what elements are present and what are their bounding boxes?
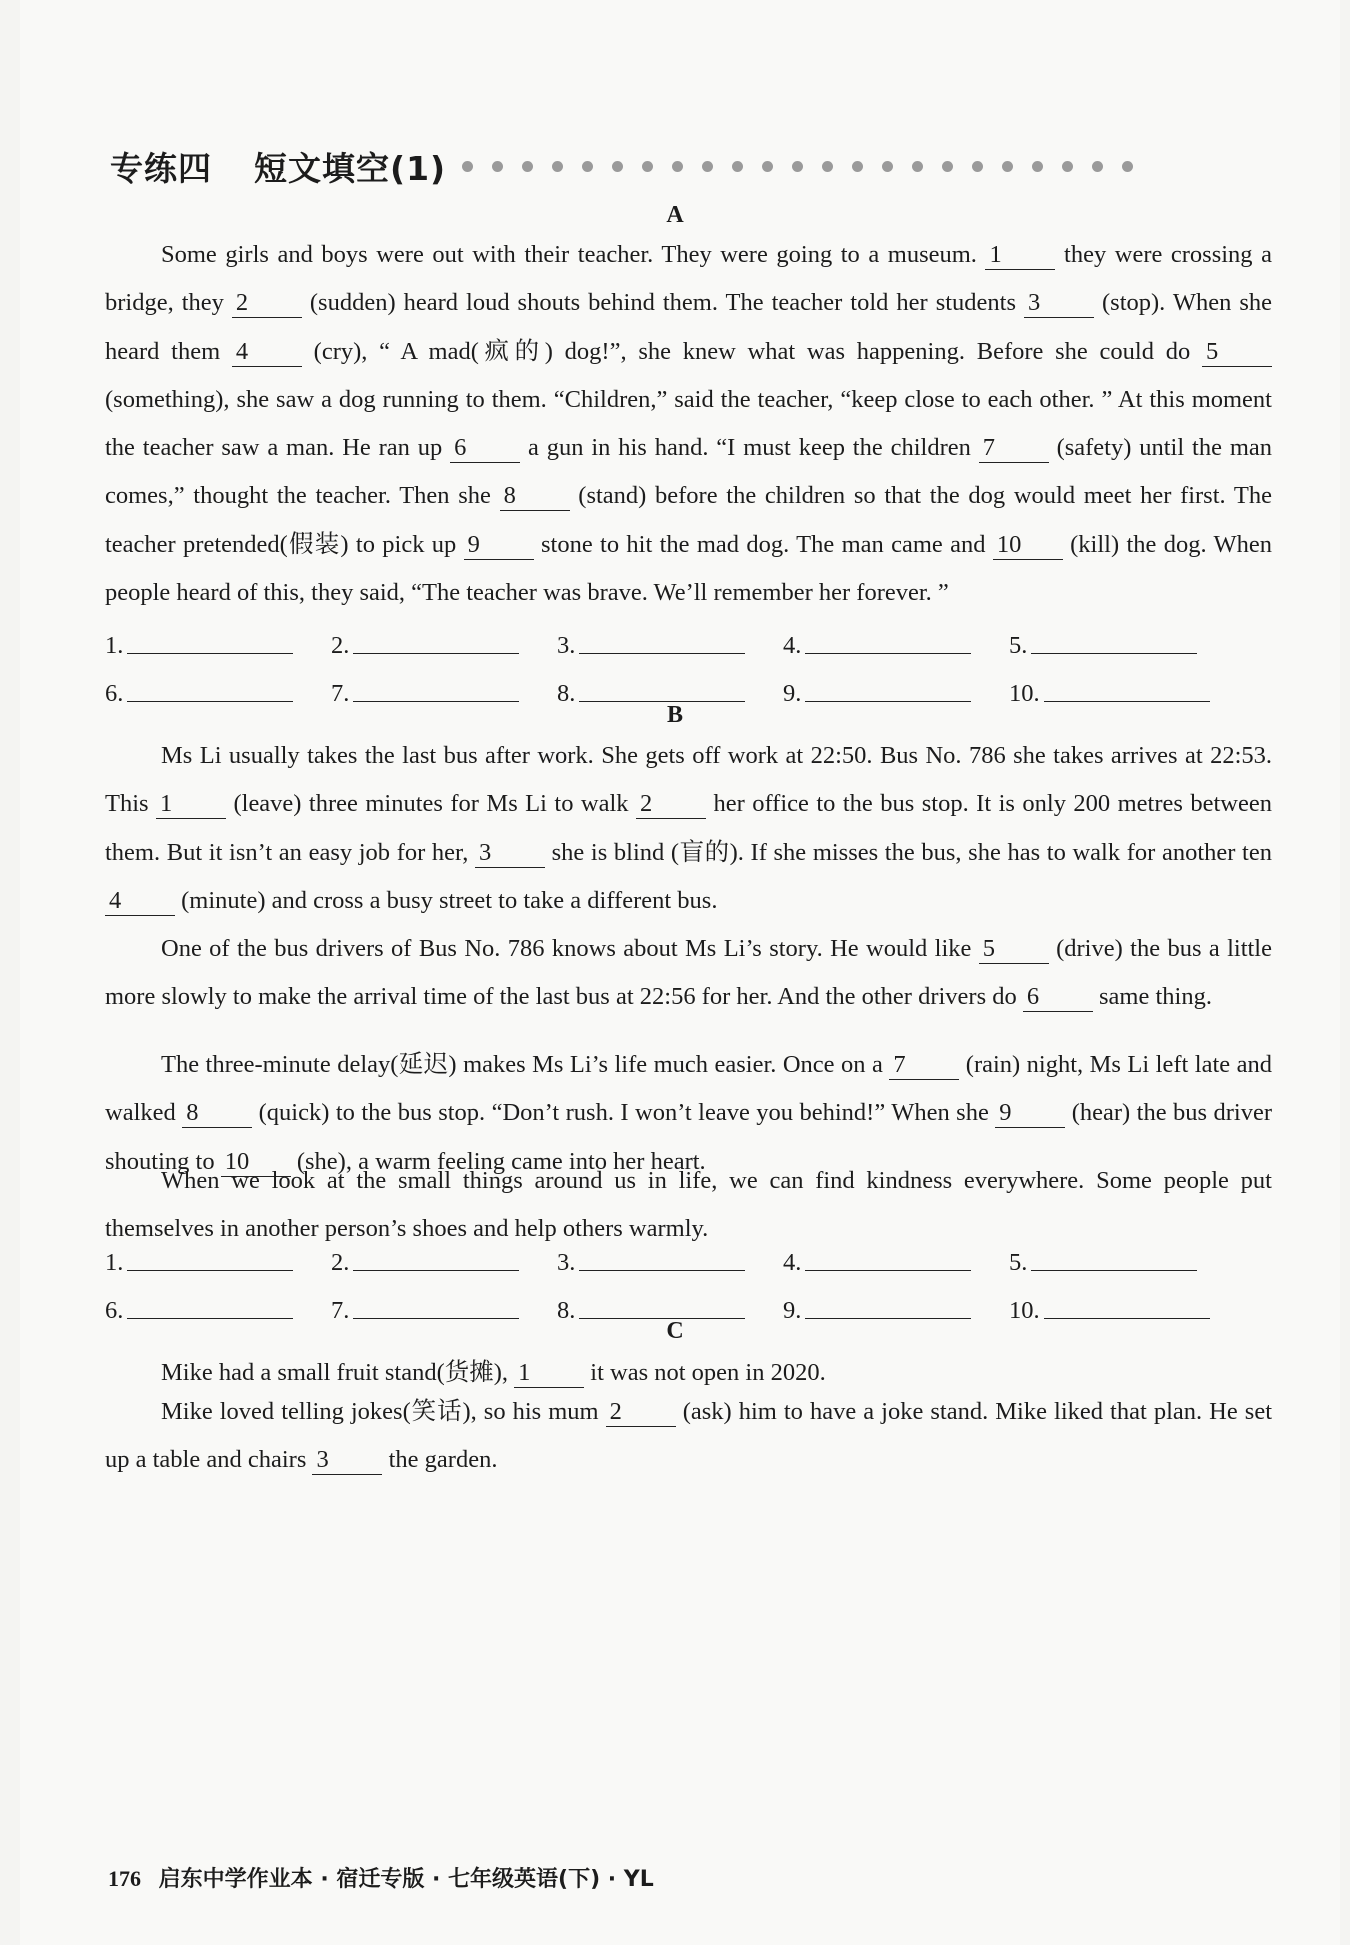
answer-underline[interactable] bbox=[127, 652, 293, 654]
answer-number: 8. bbox=[557, 680, 576, 707]
section-b-heading: B bbox=[666, 702, 683, 728]
section-b-passage-1: Ms Li usually takes the last bus after work. She gets off work at 22:50. Bus No. 786 she takes arrives at 22:53. This 1 (leave) three minutes for Ms Li to walk 2 her office to the bus stop. It is only 200 metres between them. But it isn’t an easy job for her, 3 she is blind (盲的). If she misses the bus, she has to walk for another ten 4 (minute) and cross a busy street to take a different bus. bbox=[105, 742, 1272, 914]
blank-3[interactable]: 3 bbox=[475, 839, 545, 868]
blank-4[interactable]: 4 bbox=[232, 338, 302, 367]
rule-dot bbox=[792, 161, 803, 172]
section-a-passage: Some girls and boys were out with their teacher. They were going to a museum. 1 they were crossing a bridge, they 2 (sudden) heard loud shouts behind them. The teacher told her students 3 (stop). When she heard them 4 (cry), “ A mad(疯的) dog!”, she knew what was happening. Before she could do 5 (something), she saw a dog running to them. “Children,” said the teacher, “keep close to each other. ” At this moment the teacher saw a man. He ran up 6 a gun in his hand. “I must keep the children 7 (safety) until the man comes,” thought the teacher. Then she 8 (stand) before the children so that the dog would meet her first. The teacher pretended(假装) to pick up 9 stone to hit the mad dog. The man came and 10 (kill) the dog. When people heard of this, they said, “The teacher was brave. We’ll remember her forever. ” bbox=[105, 241, 1272, 607]
blank-1[interactable]: 1 bbox=[514, 1359, 584, 1388]
answer-underline[interactable] bbox=[1031, 652, 1197, 654]
answer-number: 4. bbox=[783, 1249, 802, 1276]
blank-5[interactable]: 5 bbox=[979, 935, 1049, 964]
rule-dot bbox=[972, 161, 983, 172]
answer-field[interactable] bbox=[783, 632, 1009, 660]
answer-number: 10. bbox=[1009, 1297, 1040, 1324]
rule-dot bbox=[882, 161, 893, 172]
answer-underline[interactable] bbox=[579, 1269, 745, 1271]
answer-field[interactable] bbox=[783, 1249, 1009, 1277]
blank-8[interactable]: 8 bbox=[182, 1099, 252, 1128]
blank-6[interactable]: 6 bbox=[450, 434, 520, 463]
answer-number: 3. bbox=[557, 1249, 576, 1276]
rule-dot bbox=[912, 161, 923, 172]
answer-number: 10. bbox=[1009, 680, 1040, 707]
answer-number: 3. bbox=[557, 632, 576, 659]
blank-1[interactable]: 1 bbox=[985, 241, 1055, 270]
answer-number: 7. bbox=[331, 680, 350, 707]
section-a-answer-lines bbox=[105, 612, 1285, 708]
answer-underline[interactable] bbox=[127, 1269, 293, 1271]
answer-underline[interactable] bbox=[1031, 1269, 1197, 1271]
answer-underline[interactable] bbox=[579, 652, 745, 654]
answer-number: 1. bbox=[105, 632, 124, 659]
answer-number: 2. bbox=[331, 1249, 350, 1276]
answer-field[interactable] bbox=[105, 1249, 331, 1277]
answer-number: 7. bbox=[331, 1297, 350, 1324]
answer-field[interactable] bbox=[331, 632, 557, 660]
answer-number: 9. bbox=[783, 680, 802, 707]
section-b-passage-4: When we look at the small things around us in life, we can find kindness everywhere. Some people put themselves in another person’s shoes and help others warmly. bbox=[105, 1167, 1272, 1243]
rule-dot bbox=[612, 161, 623, 172]
answer-number: 6. bbox=[105, 680, 124, 707]
answer-field[interactable] bbox=[1009, 1249, 1235, 1277]
answer-field[interactable] bbox=[557, 1249, 783, 1277]
page-number: 176 bbox=[108, 1866, 141, 1891]
answer-underline[interactable] bbox=[805, 1269, 971, 1271]
answer-number: 2. bbox=[331, 632, 350, 659]
answer-row bbox=[105, 660, 1285, 708]
rule-dot bbox=[492, 161, 503, 172]
answer-underline[interactable] bbox=[353, 652, 519, 654]
blank-10[interactable]: 10 bbox=[221, 1148, 291, 1177]
answer-row bbox=[105, 612, 1285, 660]
rule-dot bbox=[852, 161, 863, 172]
section-b-passage-3: The three-minute delay(延迟) makes Ms Li’s life much easier. Once on a 7 (rain) night, Ms Li left late and walked 8 (quick) to the bus stop. “Don’t rush. I won’t leave you behind!” When she 9 (hear) the bus driver shouting to 10 (she), a warm feeling came into her heart. bbox=[105, 1051, 1272, 1175]
blank-6[interactable]: 6 bbox=[1023, 983, 1093, 1012]
rule-dot bbox=[552, 161, 563, 172]
answer-field[interactable] bbox=[1009, 632, 1235, 660]
blank-7[interactable]: 7 bbox=[889, 1051, 959, 1080]
answer-number: 4. bbox=[783, 632, 802, 659]
blank-9[interactable]: 9 bbox=[995, 1099, 1065, 1128]
rule-dot bbox=[1002, 161, 1013, 172]
section-b-passage-2: One of the bus drivers of Bus No. 786 knows about Ms Li’s story. He would like 5 (drive) the bus a little more slowly to make the arrival time of the last bus at 22:56 for her. And the other drivers do 6 same thing. bbox=[105, 935, 1272, 1011]
blank-9[interactable]: 9 bbox=[464, 531, 534, 560]
answer-number: 9. bbox=[783, 1297, 802, 1324]
answer-field[interactable] bbox=[331, 1249, 557, 1277]
rule-dot bbox=[762, 161, 773, 172]
blank-10[interactable]: 10 bbox=[993, 531, 1063, 560]
blank-5[interactable]: 5 bbox=[1202, 338, 1272, 367]
blank-2[interactable]: 2 bbox=[606, 1398, 676, 1427]
book-title: 启东中学作业本 · 宿迁专版 · 七年级英语(下) · YL bbox=[158, 1867, 654, 1892]
title-dot-rule bbox=[462, 161, 1133, 172]
answer-row bbox=[105, 1229, 1285, 1277]
exercise-name: 短文填空(1) bbox=[254, 148, 447, 188]
rule-dot bbox=[522, 161, 533, 172]
blank-1[interactable]: 1 bbox=[156, 790, 226, 819]
answer-number: 5. bbox=[1009, 632, 1028, 659]
rule-dot bbox=[672, 161, 683, 172]
rule-dot bbox=[462, 161, 473, 172]
answer-underline[interactable] bbox=[353, 1269, 519, 1271]
section-c-heading: C bbox=[666, 1318, 684, 1344]
section-c-passage-2: Mike loved telling jokes(笑话), so his mum 2 (ask) him to have a joke stand. Mike liked that plan. He set up a table and chairs 3 the garden. bbox=[105, 1398, 1272, 1474]
page-footer bbox=[108, 1862, 654, 1893]
blank-4[interactable]: 4 bbox=[105, 887, 175, 916]
blank-3[interactable]: 3 bbox=[312, 1446, 382, 1475]
rule-dot bbox=[1032, 161, 1043, 172]
rule-dot bbox=[582, 161, 593, 172]
answer-number: 8. bbox=[557, 1297, 576, 1324]
rule-dot bbox=[642, 161, 653, 172]
answer-field[interactable] bbox=[105, 632, 331, 660]
answer-number: 1. bbox=[105, 1249, 124, 1276]
section-b-answer-lines bbox=[105, 1229, 1285, 1325]
answer-number: 6. bbox=[105, 1297, 124, 1324]
section-a-heading: A bbox=[666, 202, 684, 228]
blank-2[interactable]: 2 bbox=[232, 289, 302, 318]
blank-8[interactable]: 8 bbox=[500, 482, 570, 511]
section-c-passage-1: Mike had a small fruit stand(货摊), 1 it was not open in 2020. bbox=[161, 1359, 826, 1386]
answer-number: 5. bbox=[1009, 1249, 1028, 1276]
answer-field[interactable] bbox=[557, 632, 783, 660]
blank-3[interactable]: 3 bbox=[1024, 289, 1094, 318]
exercise-number: 专练四 bbox=[110, 148, 212, 188]
blank-2[interactable]: 2 bbox=[636, 790, 706, 819]
exercise-title bbox=[110, 136, 1340, 196]
rule-dot bbox=[942, 161, 953, 172]
rule-dot bbox=[1092, 161, 1103, 172]
rule-dot bbox=[702, 161, 713, 172]
rule-dot bbox=[732, 161, 743, 172]
blank-7[interactable]: 7 bbox=[979, 434, 1049, 463]
rule-dot bbox=[1062, 161, 1073, 172]
answer-underline[interactable] bbox=[805, 652, 971, 654]
rule-dot bbox=[1122, 161, 1133, 172]
rule-dot bbox=[822, 161, 833, 172]
